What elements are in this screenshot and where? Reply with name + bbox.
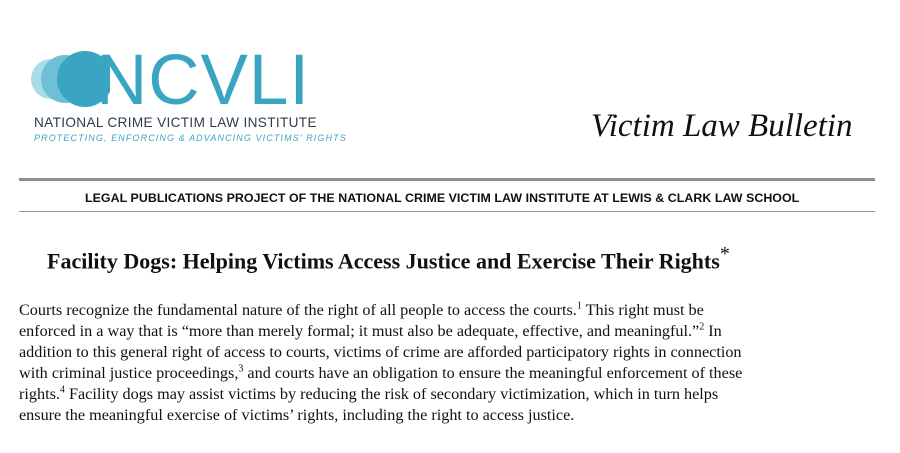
text-run: with criminal justice proceedings, xyxy=(19,364,239,382)
text-run: addition to this general right of access to courts, victims of crime are afforded participatory rights in connection xyxy=(19,343,742,361)
paragraph-line xyxy=(19,342,869,363)
logo-wordmark: NCVLI xyxy=(96,41,311,120)
paragraph-line xyxy=(19,405,869,426)
footnote-ref-3[interactable]: 3 xyxy=(238,363,244,375)
text-run: ensure the meaningful exercise of victims’ rights, including the right to access justice. xyxy=(19,406,575,424)
text-run: Facility dogs may assist victims by reducing the risk of secondary victimization, which in turn helps xyxy=(64,385,719,403)
text-run: and courts have an obligation to ensure the meaningful enforcement of these xyxy=(243,364,743,382)
paragraph-line xyxy=(19,321,869,342)
ncvli-logo xyxy=(30,41,360,156)
header-rule-bottom xyxy=(19,211,875,212)
project-line: LEGAL PUBLICATIONS PROJECT OF THE NATIONAL CRIME VICTIM LAW INSTITUTE AT LEWIS & CLARK LAW SCHOOL xyxy=(85,191,800,205)
logo-tagline: PROTECTING, ENFORCING & ADVANCING VICTIMS' RIGHTS xyxy=(34,133,347,143)
footnote-ref-2[interactable]: 2 xyxy=(699,321,705,333)
article-paragraph xyxy=(19,300,869,426)
publication-title: Victim Law Bulletin xyxy=(591,108,853,144)
text-run: Courts recognize the fundamental nature of the right of all people to access the courts. xyxy=(19,301,577,319)
text-run: rights. xyxy=(19,385,60,403)
paragraph-line xyxy=(19,384,869,405)
text-run: enforced in a way that is “more than merely formal; it must also be adequate, effective, and meaningful.” xyxy=(19,322,700,340)
text-run: This right must be xyxy=(581,301,704,319)
logo-org-name: NATIONAL CRIME VICTIM LAW INSTITUTE xyxy=(34,115,317,130)
title-footnote-mark: * xyxy=(719,243,730,265)
text-run: In xyxy=(704,322,722,340)
footnote-ref-1[interactable]: 1 xyxy=(576,300,582,312)
header-rule-top xyxy=(19,178,875,181)
paragraph-line xyxy=(19,363,869,384)
article-title xyxy=(47,243,730,274)
paragraph-line xyxy=(19,300,869,321)
footnote-ref-4[interactable]: 4 xyxy=(59,384,65,396)
article-title-text: Facility Dogs: Helping Victims Access Justice and Exercise Their Rights xyxy=(47,248,720,274)
